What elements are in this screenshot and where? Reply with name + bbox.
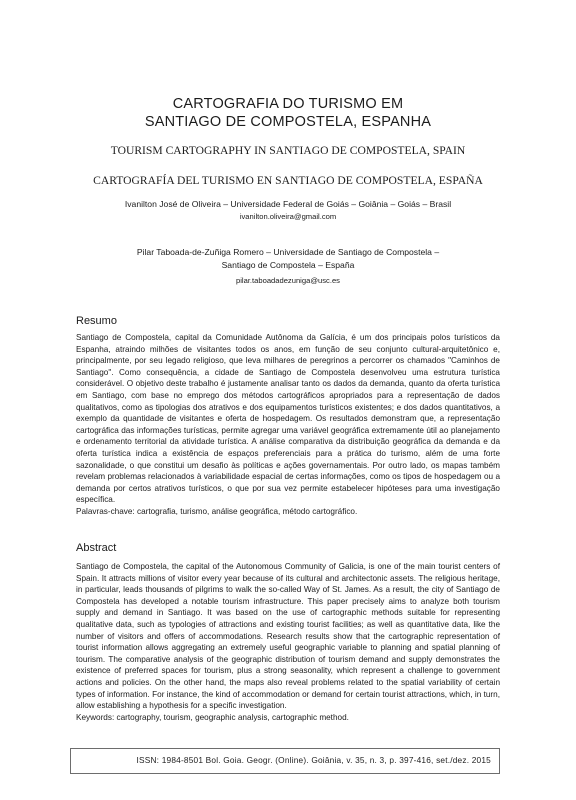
- resumo-heading: Resumo: [76, 315, 117, 327]
- abstract-section: [76, 561, 500, 723]
- author-1-email: ivanilton.oliveira@gmail.com: [239, 212, 337, 221]
- author-2-email: pilar.taboadadezuniga@usc.es: [236, 276, 340, 285]
- resumo-section: [76, 332, 500, 518]
- resumo-body: Santiago de Compostela, capital da Comunidade Autônoma da Galícia, é um dos principais polos turísticos da Espanha, atraindo milhões de visitantes todos os anos, em função de seu conjunto cultural-arquitetônico e, principalmente, por seu legado religioso, que leva milhares de peregrinos a percorrer os chamados "Caminhos de Santiago". Como consequência, a cidade de Santiago de Compostela desenvolveu uma estrutura turística considerável. O objetivo deste trabalho é justamente analisar tanto os dados da demanda, quanto da oferta turística em Santiago, com base no emprego dos métodos cartográficos apropriados para a representação de dados qualitativos, como as tipologias dos atrativos e dos equipamentos turísticos existentes; e dos dados quantitativos, a exemplo da quantidade de visitantes e oferta de hospedagem. Os resultados demonstram que, a representação cartográfica das informações turísticas, permite agregar uma variável geográfica extremamente útil ao planejamento e ordenamento territorial da atividade turística. A análise comparativa da distribuição geográfica da demanda e da oferta turística indica a existência de espaços preferenciais para a prática do turismo, além de uma forte sazonalidade, o que constitui um desafio às políticas e ações governamentais. Por outro lado, os mapas também revelam problemas relacionados à variabilidade espacial de certas informações, como os tipos de hospedagem ou a demanda por certos atrativos turísticos, o que por sua vez permite estabelecer hipóteses para uma investigação específica.: [76, 333, 500, 505]
- citation-footer: [70, 748, 500, 774]
- author-2-line-2: Santiago de Compostela – España: [221, 260, 355, 270]
- title-portuguese-line-1: CARTOGRAFIA DO TURISMO EM: [172, 96, 404, 112]
- citation-text: ISSN: 1984-8501 Bol. Goia. Geogr. (Online). Goiânia, v. 35, n. 3, p. 397-416, set./dez. 2015: [136, 755, 491, 765]
- author-1-affiliation: Ivanilton José de Oliveira – Universidade Federal de Goiás – Goiânia – Goiás – Brasil: [124, 199, 452, 209]
- abstract-heading: Abstract: [76, 542, 117, 554]
- abstract-body: Santiago de Compostela, the capital of the Autonomous Community of Galicia, is one of the main tourist centers of Spain. It attracts millions of visitor every year because of its cultural and architectonic assets. The religious heritage, in particular, leads thousands of pilgrims to walk the so-called Way of St. James. As a result, the city of Santiago de Compostela has developed a notable tourism infrastructure. This paper precisely aims to analyze both tourism supply and demand in Santiago. It was based on the use of cartographic methods suitable for representing qualitative data, such as typologies of attractions and existing tourist facilities; as well as quantitative data, like the number of visitors and offers of accommodations. Research results show that the cartographic representation of tourist information allows aggregating an extremely useful geographic variable to planning and spatial planning of tourism. The comparative analysis of the geographic distribution of tourism demand and supply demonstrates the existence of preferred spaces for tourism, plus a strong seasonality, which represent a challenge to government actions and policies. On the other hand, the maps also reveal problems related to the spatial variability of certain types of information. For instance, the kind of accommodation or demand for certain tourist attractions, which, in turn, allow establishing a hypothesis for a specific investigation.: [76, 562, 500, 711]
- title-portuguese-line-2: SANTIAGO DE COMPOSTELA, ESPANHA: [144, 114, 432, 130]
- resumo-keywords: Palavras-chave: cartografia, turismo, análise geográfica, método cartográfico.: [76, 506, 358, 516]
- author-2-line-1: Pilar Taboada-de-Zuñiga Romero – Universidade de Santiago de Compostela –: [136, 247, 440, 257]
- title-spanish: CARTOGRAFÍA DEL TURISMO EN SANTIAGO DE COMPOSTELA, ESPAÑA: [93, 174, 483, 187]
- title-english: TOURISM CARTOGRAPHY IN SANTIAGO DE COMPOSTELA, SPAIN: [110, 144, 466, 157]
- author-2-affiliation: [0, 246, 576, 272]
- abstract-keywords: Keywords: cartography, tourism, geographic analysis, cartographic method.: [76, 712, 349, 722]
- title-portuguese: [0, 95, 576, 131]
